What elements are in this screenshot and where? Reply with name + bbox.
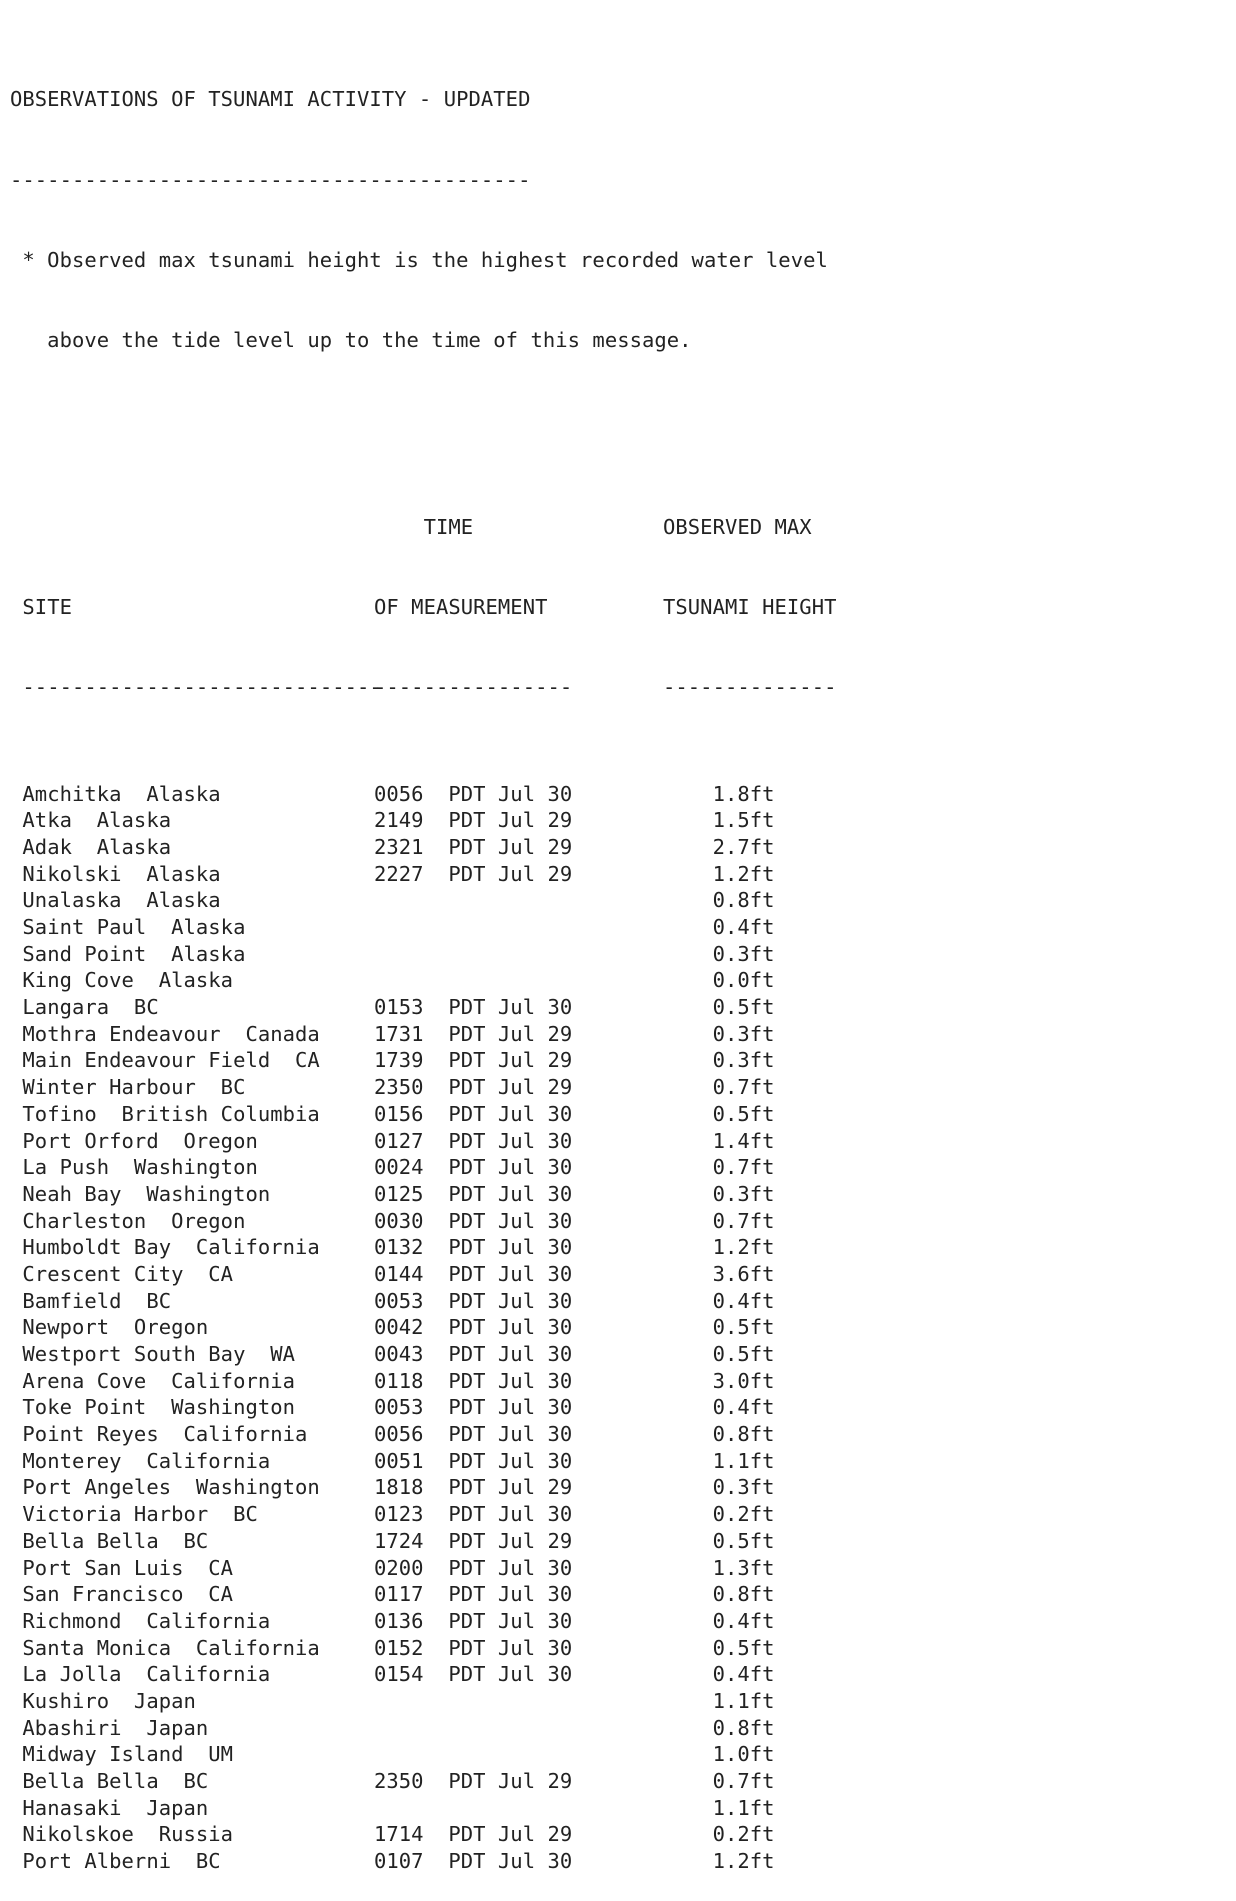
- height-cell: 0.3ft: [663, 1181, 775, 1206]
- table-row: [10, 1581, 838, 1608]
- site-cell: Neah Bay Washington: [22, 1181, 271, 1206]
- site-cell: Port Orford Oregon: [22, 1128, 258, 1153]
- time-cell: 0042 PDT Jul 30: [374, 1315, 573, 1340]
- header-time-bottom: OF MEASUREMENT: [374, 594, 548, 619]
- site-cell: Port San Luis CA: [22, 1555, 234, 1580]
- site-cell: Point Reyes California: [22, 1422, 308, 1447]
- note-line: * Observed max tsunami height is the highest recorded water level: [10, 247, 828, 272]
- time-cell: 0117 PDT Jul 30: [374, 1582, 573, 1607]
- table-row: [10, 914, 838, 941]
- site-cell: Mothra Endeavour Canada: [22, 1021, 320, 1046]
- height-cell: 1.4ft: [663, 1128, 775, 1153]
- rule-height: --------------: [663, 674, 837, 699]
- height-cell: 0.7ft: [663, 1155, 775, 1180]
- height-cell: 0.5ft: [663, 1315, 775, 1340]
- site-cell: San Francisco CA: [22, 1582, 234, 1607]
- blank-line: [10, 407, 838, 434]
- time-cell: 2227 PDT Jul 29: [374, 861, 573, 886]
- height-cell: 0.8ft: [663, 1422, 775, 1447]
- site-cell: Port Angeles Washington: [22, 1475, 320, 1500]
- site-cell: Toke Point Washington: [22, 1395, 296, 1420]
- table-row: [10, 807, 838, 834]
- height-cell: 0.8ft: [663, 888, 775, 913]
- site-cell: Arena Cove California: [22, 1368, 296, 1393]
- site-cell: Amchitka Alaska: [22, 781, 221, 806]
- tsunami-observations-document: [10, 33, 838, 1901]
- time-cell: 0056 PDT Jul 30: [374, 781, 573, 806]
- table-row: [10, 1154, 838, 1181]
- height-cell: 0.4ft: [663, 1662, 775, 1687]
- table-row: [10, 1768, 838, 1795]
- table-row: [10, 1635, 838, 1662]
- height-cell: 0.8ft: [663, 1582, 775, 1607]
- height-cell: 0.2ft: [663, 1502, 775, 1527]
- site-cell: Hanasaki Japan: [22, 1795, 209, 1820]
- height-cell: 3.6ft: [663, 1261, 775, 1286]
- table-row: [10, 1368, 838, 1395]
- height-cell: 0.7ft: [663, 1208, 775, 1233]
- table-row: [10, 1101, 838, 1128]
- time-cell: 0056 PDT Jul 30: [374, 1422, 573, 1447]
- height-cell: 0.5ft: [663, 1635, 775, 1660]
- time-cell: 0043 PDT Jul 30: [374, 1342, 573, 1366]
- site-cell: Langara BC: [22, 995, 159, 1020]
- site-cell: La Push Washington: [22, 1155, 258, 1180]
- height-cell: 1.1ft: [663, 1448, 775, 1473]
- time-cell: 2350 PDT Jul 29: [374, 1769, 573, 1793]
- site-cell: Nikolskoe Russia: [22, 1822, 234, 1847]
- table-row: [10, 1741, 838, 1768]
- table-row: [10, 941, 838, 968]
- site-cell: Kushiro Japan: [22, 1688, 196, 1713]
- time-cell: 0153 PDT Jul 30: [374, 995, 573, 1020]
- time-cell: 0030 PDT Jul 30: [374, 1208, 573, 1233]
- table-row: [10, 1234, 838, 1261]
- table-row: [10, 781, 838, 808]
- height-cell: 1.5ft: [663, 808, 775, 833]
- time-cell: 2350 PDT Jul 29: [374, 1075, 573, 1100]
- time-cell: 0136 PDT Jul 30: [374, 1608, 573, 1633]
- time-cell: 0125 PDT Jul 30: [374, 1181, 573, 1206]
- height-cell: 0.7ft: [663, 1075, 775, 1100]
- table-row: [10, 1341, 838, 1368]
- site-cell: La Jolla California: [22, 1662, 271, 1687]
- time-cell: 0118 PDT Jul 30: [374, 1368, 573, 1393]
- height-cell: 0.3ft: [663, 1475, 775, 1500]
- height-cell: 0.0ft: [663, 968, 775, 993]
- table-row: [10, 1715, 838, 1742]
- height-cell: 1.8ft: [663, 781, 775, 806]
- site-cell: Nikolski Alaska: [22, 861, 221, 886]
- site-cell: Crescent City CA: [22, 1261, 234, 1286]
- table-row: [10, 1394, 838, 1421]
- height-cell: 0.5ft: [663, 1342, 775, 1366]
- site-cell: Main Endeavour Field CA: [22, 1048, 320, 1073]
- time-cell: 1714 PDT Jul 29: [374, 1822, 573, 1847]
- site-cell: Bamfield BC: [22, 1288, 172, 1313]
- time-cell: 1724 PDT Jul 29: [374, 1528, 573, 1553]
- height-cell: 0.8ft: [663, 1715, 775, 1740]
- header-height-bottom: TSUNAMI HEIGHT: [663, 594, 837, 619]
- time-cell: 0156 PDT Jul 30: [374, 1101, 573, 1126]
- time-cell: 0144 PDT Jul 30: [374, 1261, 573, 1286]
- site-cell: Bella Bella BC: [22, 1528, 209, 1553]
- table-row: [10, 1021, 838, 1048]
- table-row: [10, 1448, 838, 1475]
- time-cell: 0152 PDT Jul 30: [374, 1635, 573, 1660]
- header-site: SITE: [22, 594, 72, 619]
- site-cell: Victoria Harbor BC: [22, 1502, 258, 1527]
- rule-site: -----------------------------: [22, 674, 382, 699]
- height-cell: 0.3ft: [663, 941, 775, 966]
- table-row: [10, 1261, 838, 1288]
- time-cell: 0127 PDT Jul 30: [374, 1128, 573, 1153]
- height-cell: 0.4ft: [663, 915, 775, 939]
- time-cell: 0053 PDT Jul 30: [374, 1288, 573, 1313]
- table-row: [10, 1688, 838, 1715]
- time-cell: 0154 PDT Jul 30: [374, 1662, 573, 1687]
- site-cell: Santa Monica California: [22, 1635, 320, 1660]
- table-row: [10, 834, 838, 861]
- time-cell: 2149 PDT Jul 29: [374, 808, 573, 833]
- table-header-bottom: [10, 594, 838, 621]
- height-cell: 1.1ft: [663, 1795, 775, 1820]
- table-row: [10, 1128, 838, 1155]
- site-cell: Winter Harbour BC: [22, 1075, 246, 1100]
- time-cell: 0051 PDT Jul 30: [374, 1448, 573, 1473]
- site-cell: Midway Island UM: [22, 1742, 234, 1767]
- site-cell: Westport South Bay WA: [22, 1342, 296, 1366]
- table-row: [10, 1848, 838, 1875]
- site-cell: Humboldt Bay California: [22, 1235, 320, 1260]
- table-row: [10, 1208, 838, 1235]
- time-cell: 0024 PDT Jul 30: [374, 1155, 573, 1180]
- table-row: [10, 967, 838, 994]
- height-cell: 0.5ft: [663, 1101, 775, 1126]
- site-cell: Adak Alaska: [22, 834, 172, 859]
- table-row: [10, 1181, 838, 1208]
- height-cell: 3.0ft: [663, 1368, 775, 1393]
- time-cell: 0053 PDT Jul 30: [374, 1395, 573, 1420]
- table-row: [10, 1555, 838, 1582]
- table-row: [10, 1821, 838, 1848]
- height-cell: 0.4ft: [663, 1608, 775, 1633]
- table-row: [10, 1047, 838, 1074]
- table-row: [10, 1661, 838, 1688]
- time-cell: 0200 PDT Jul 30: [374, 1555, 573, 1580]
- table-row: [10, 1288, 838, 1315]
- table-row: [10, 994, 838, 1021]
- time-cell: 0123 PDT Jul 30: [374, 1502, 573, 1527]
- site-cell: Tofino British Columbia: [22, 1101, 320, 1126]
- table-row: [10, 1074, 838, 1101]
- header-time-top: TIME: [374, 514, 474, 539]
- site-cell: Atka Alaska: [22, 808, 172, 833]
- table-row: [10, 887, 838, 914]
- height-cell: 0.7ft: [663, 1769, 775, 1793]
- site-cell: Charleston Oregon: [22, 1208, 246, 1233]
- table-header-rule: [10, 674, 838, 701]
- table-row: [10, 1421, 838, 1448]
- height-cell: 1.0ft: [663, 1742, 775, 1767]
- table-row: [10, 1501, 838, 1528]
- height-cell: 0.2ft: [663, 1822, 775, 1847]
- table-row: [10, 1608, 838, 1635]
- site-cell: Newport Oregon: [22, 1315, 209, 1340]
- site-cell: Abashiri Japan: [22, 1715, 209, 1740]
- site-cell: Port Alberni BC: [22, 1849, 221, 1874]
- site-cell: Unalaska Alaska: [22, 888, 221, 913]
- time-cell: 0132 PDT Jul 30: [374, 1235, 573, 1260]
- document-title: OBSERVATIONS OF TSUNAMI ACTIVITY - UPDATED: [10, 87, 531, 112]
- header-height-top: OBSERVED MAX: [663, 514, 812, 539]
- table-row: [10, 1528, 838, 1555]
- site-cell: King Cove Alaska: [22, 968, 234, 993]
- height-cell: 0.5ft: [663, 1528, 775, 1553]
- site-cell: Sand Point Alaska: [22, 941, 246, 966]
- table-row: [10, 1474, 838, 1501]
- time-cell: 2321 PDT Jul 29: [374, 834, 573, 859]
- site-cell: Saint Paul Alaska: [22, 915, 246, 939]
- height-cell: 1.2ft: [663, 1849, 775, 1874]
- height-cell: 1.2ft: [663, 861, 775, 886]
- title-underline: ------------------------------------------: [10, 167, 531, 192]
- height-cell: 1.1ft: [663, 1688, 775, 1713]
- table-body: [10, 781, 838, 1875]
- time-cell: 1739 PDT Jul 29: [374, 1048, 573, 1073]
- table-header-top: [10, 514, 838, 541]
- height-cell: 0.4ft: [663, 1288, 775, 1313]
- time-cell: 0107 PDT Jul 30: [374, 1849, 573, 1874]
- site-cell: Richmond California: [22, 1608, 271, 1633]
- site-cell: Monterey California: [22, 1448, 271, 1473]
- time-cell: 1731 PDT Jul 29: [374, 1021, 573, 1046]
- height-cell: 0.3ft: [663, 1021, 775, 1046]
- site-cell: Bella Bella BC: [22, 1769, 209, 1793]
- table-row: [10, 1795, 838, 1822]
- height-cell: 1.3ft: [663, 1555, 775, 1580]
- table-row: [10, 861, 838, 888]
- height-cell: 2.7ft: [663, 834, 775, 859]
- height-cell: 0.4ft: [663, 1395, 775, 1420]
- rule-time: ----------------: [374, 674, 573, 699]
- time-cell: 1818 PDT Jul 29: [374, 1475, 573, 1500]
- table-row: [10, 1314, 838, 1341]
- height-cell: 0.3ft: [663, 1048, 775, 1073]
- height-cell: 0.5ft: [663, 995, 775, 1020]
- height-cell: 1.2ft: [663, 1235, 775, 1260]
- note-line: above the tide level up to the time of this message.: [10, 327, 692, 352]
